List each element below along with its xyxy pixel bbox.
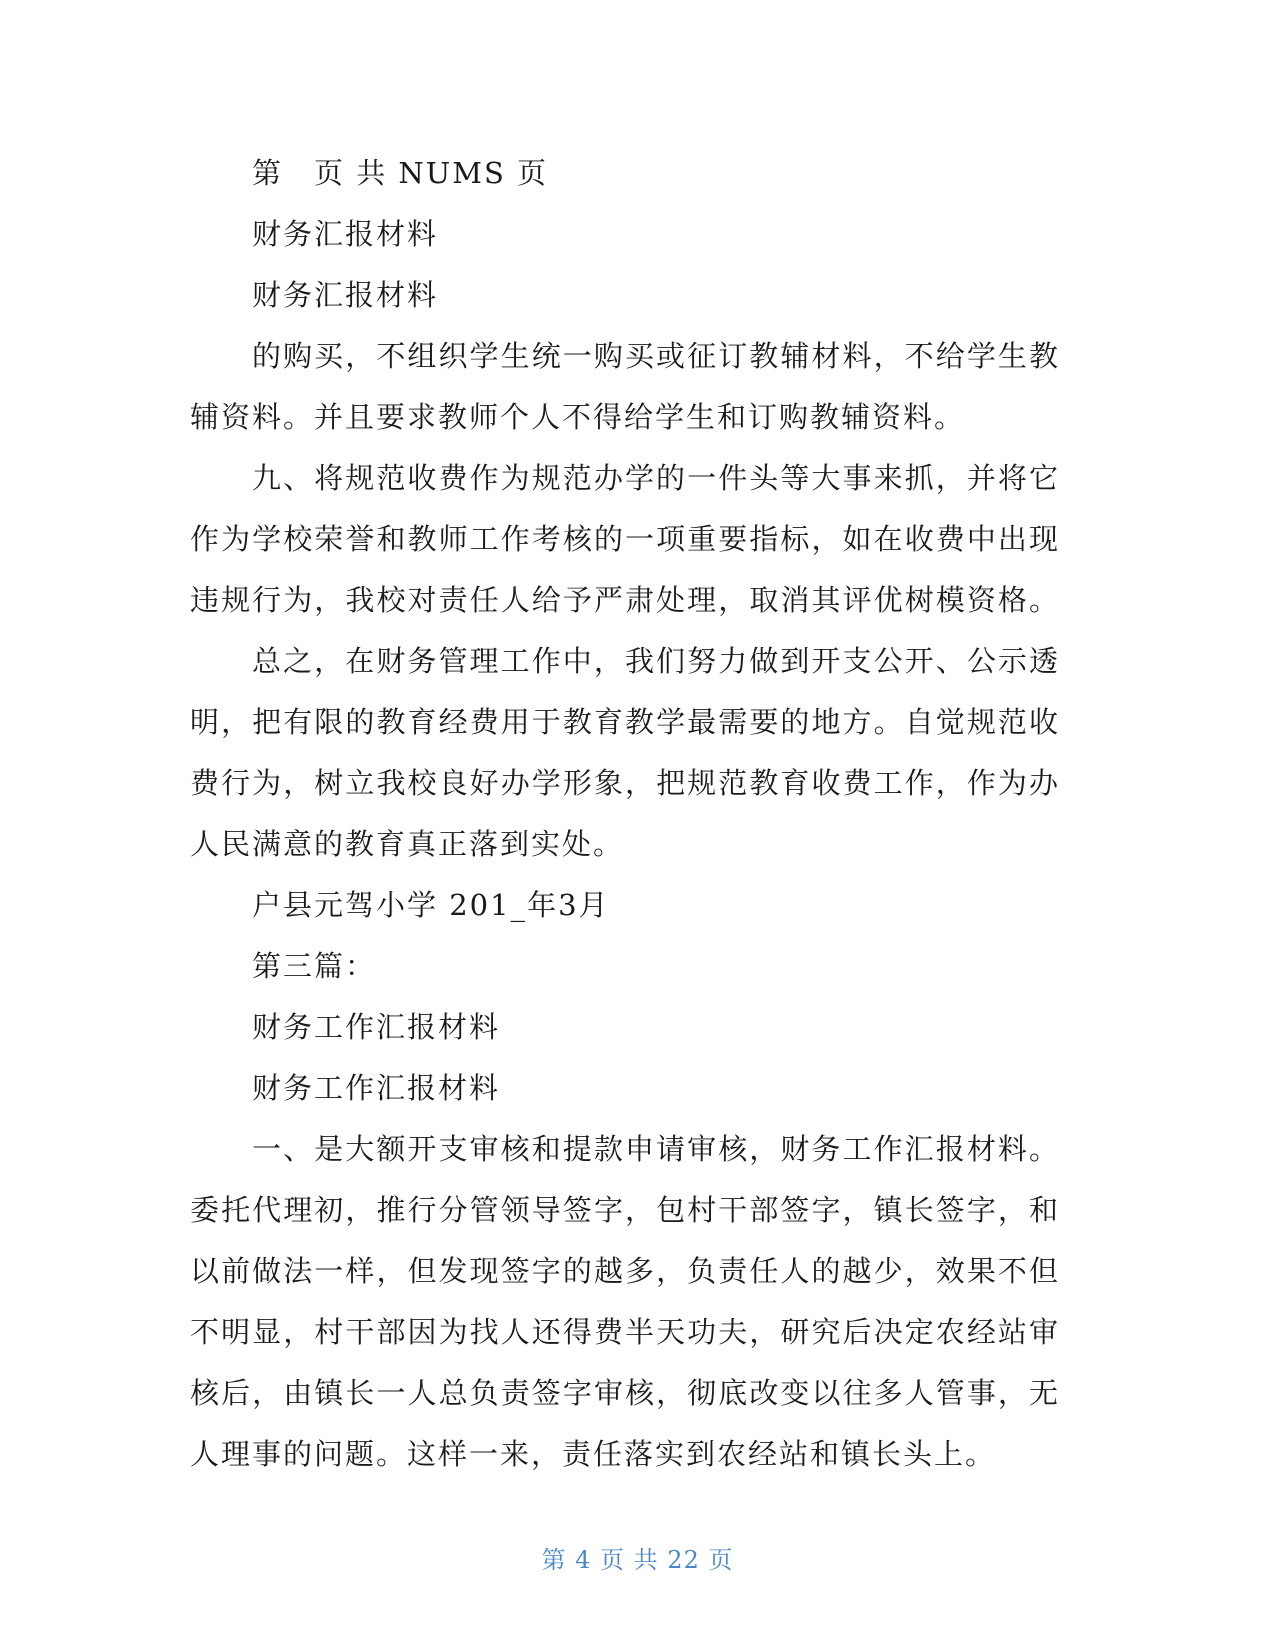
page-number-label: 第 4 页 共 22 页 — [541, 1546, 734, 1574]
paragraph-line: 人民满意的教育真正落到实处。 — [190, 827, 625, 861]
paragraph-line: 以前做法一样，但发现签字的越多，负责任人的越少，效果不但 — [190, 1254, 1060, 1288]
paragraph-line: 核后，由镇长一人总负责签字审核，彻底改变以往多人管事，无 — [190, 1376, 1060, 1410]
section-title: 财务汇报材料 — [252, 217, 439, 251]
signature-date: 户县元驾小学 201_年3月 — [252, 888, 610, 922]
section-title: 财务汇报材料 — [252, 278, 439, 312]
document-body — [190, 143, 1060, 1485]
paragraph-line: 九、将规范收费作为规范办学的一件头等大事来抓，并将它 — [252, 461, 1060, 495]
chapter-heading: 第三篇： — [252, 949, 377, 983]
paragraph-line: 总之，在财务管理工作中，我们努力做到开支公开、公示透 — [252, 644, 1060, 678]
paragraph-line: 作为学校荣誉和教师工作考核的一项重要指标，如在收费中出现 — [190, 522, 1060, 556]
paragraph-line: 的购买，不组织学生统一购买或征订教辅材料，不给学生教 — [252, 339, 1060, 373]
paragraph-line: 委托代理初，推行分管领导签字，包村干部签字，镇长签字，和 — [190, 1193, 1060, 1227]
page-counter-line: 第 页 共 NUMS 页 — [252, 156, 549, 190]
paragraph-line: 不明显，村干部因为找人还得费半天功夫，研究后决定农经站审 — [190, 1315, 1060, 1349]
page-footer — [0, 1544, 1275, 1576]
paragraph-line: 人理事的问题。这样一来，责任落实到农经站和镇长头上。 — [190, 1437, 997, 1471]
section-title: 财务工作汇报材料 — [252, 1010, 501, 1044]
paragraph-line: 一、是大额开支审核和提款申请审核，财务工作汇报材料。 — [252, 1132, 1060, 1166]
paragraph-line: 辅资料。并且要求教师个人不得给学生和订购教辅资料。 — [190, 400, 966, 434]
paragraph-line: 违规行为，我校对责任人给予严肃处理，取消其评优树模资格。 — [190, 583, 1060, 617]
paragraph-line: 费行为，树立我校良好办学形象，把规范教育收费工作，作为办 — [190, 766, 1060, 800]
section-title: 财务工作汇报材料 — [252, 1071, 501, 1105]
paragraph-line: 明，把有限的教育经费用于教育教学最需要的地方。自觉规范收 — [190, 705, 1060, 739]
